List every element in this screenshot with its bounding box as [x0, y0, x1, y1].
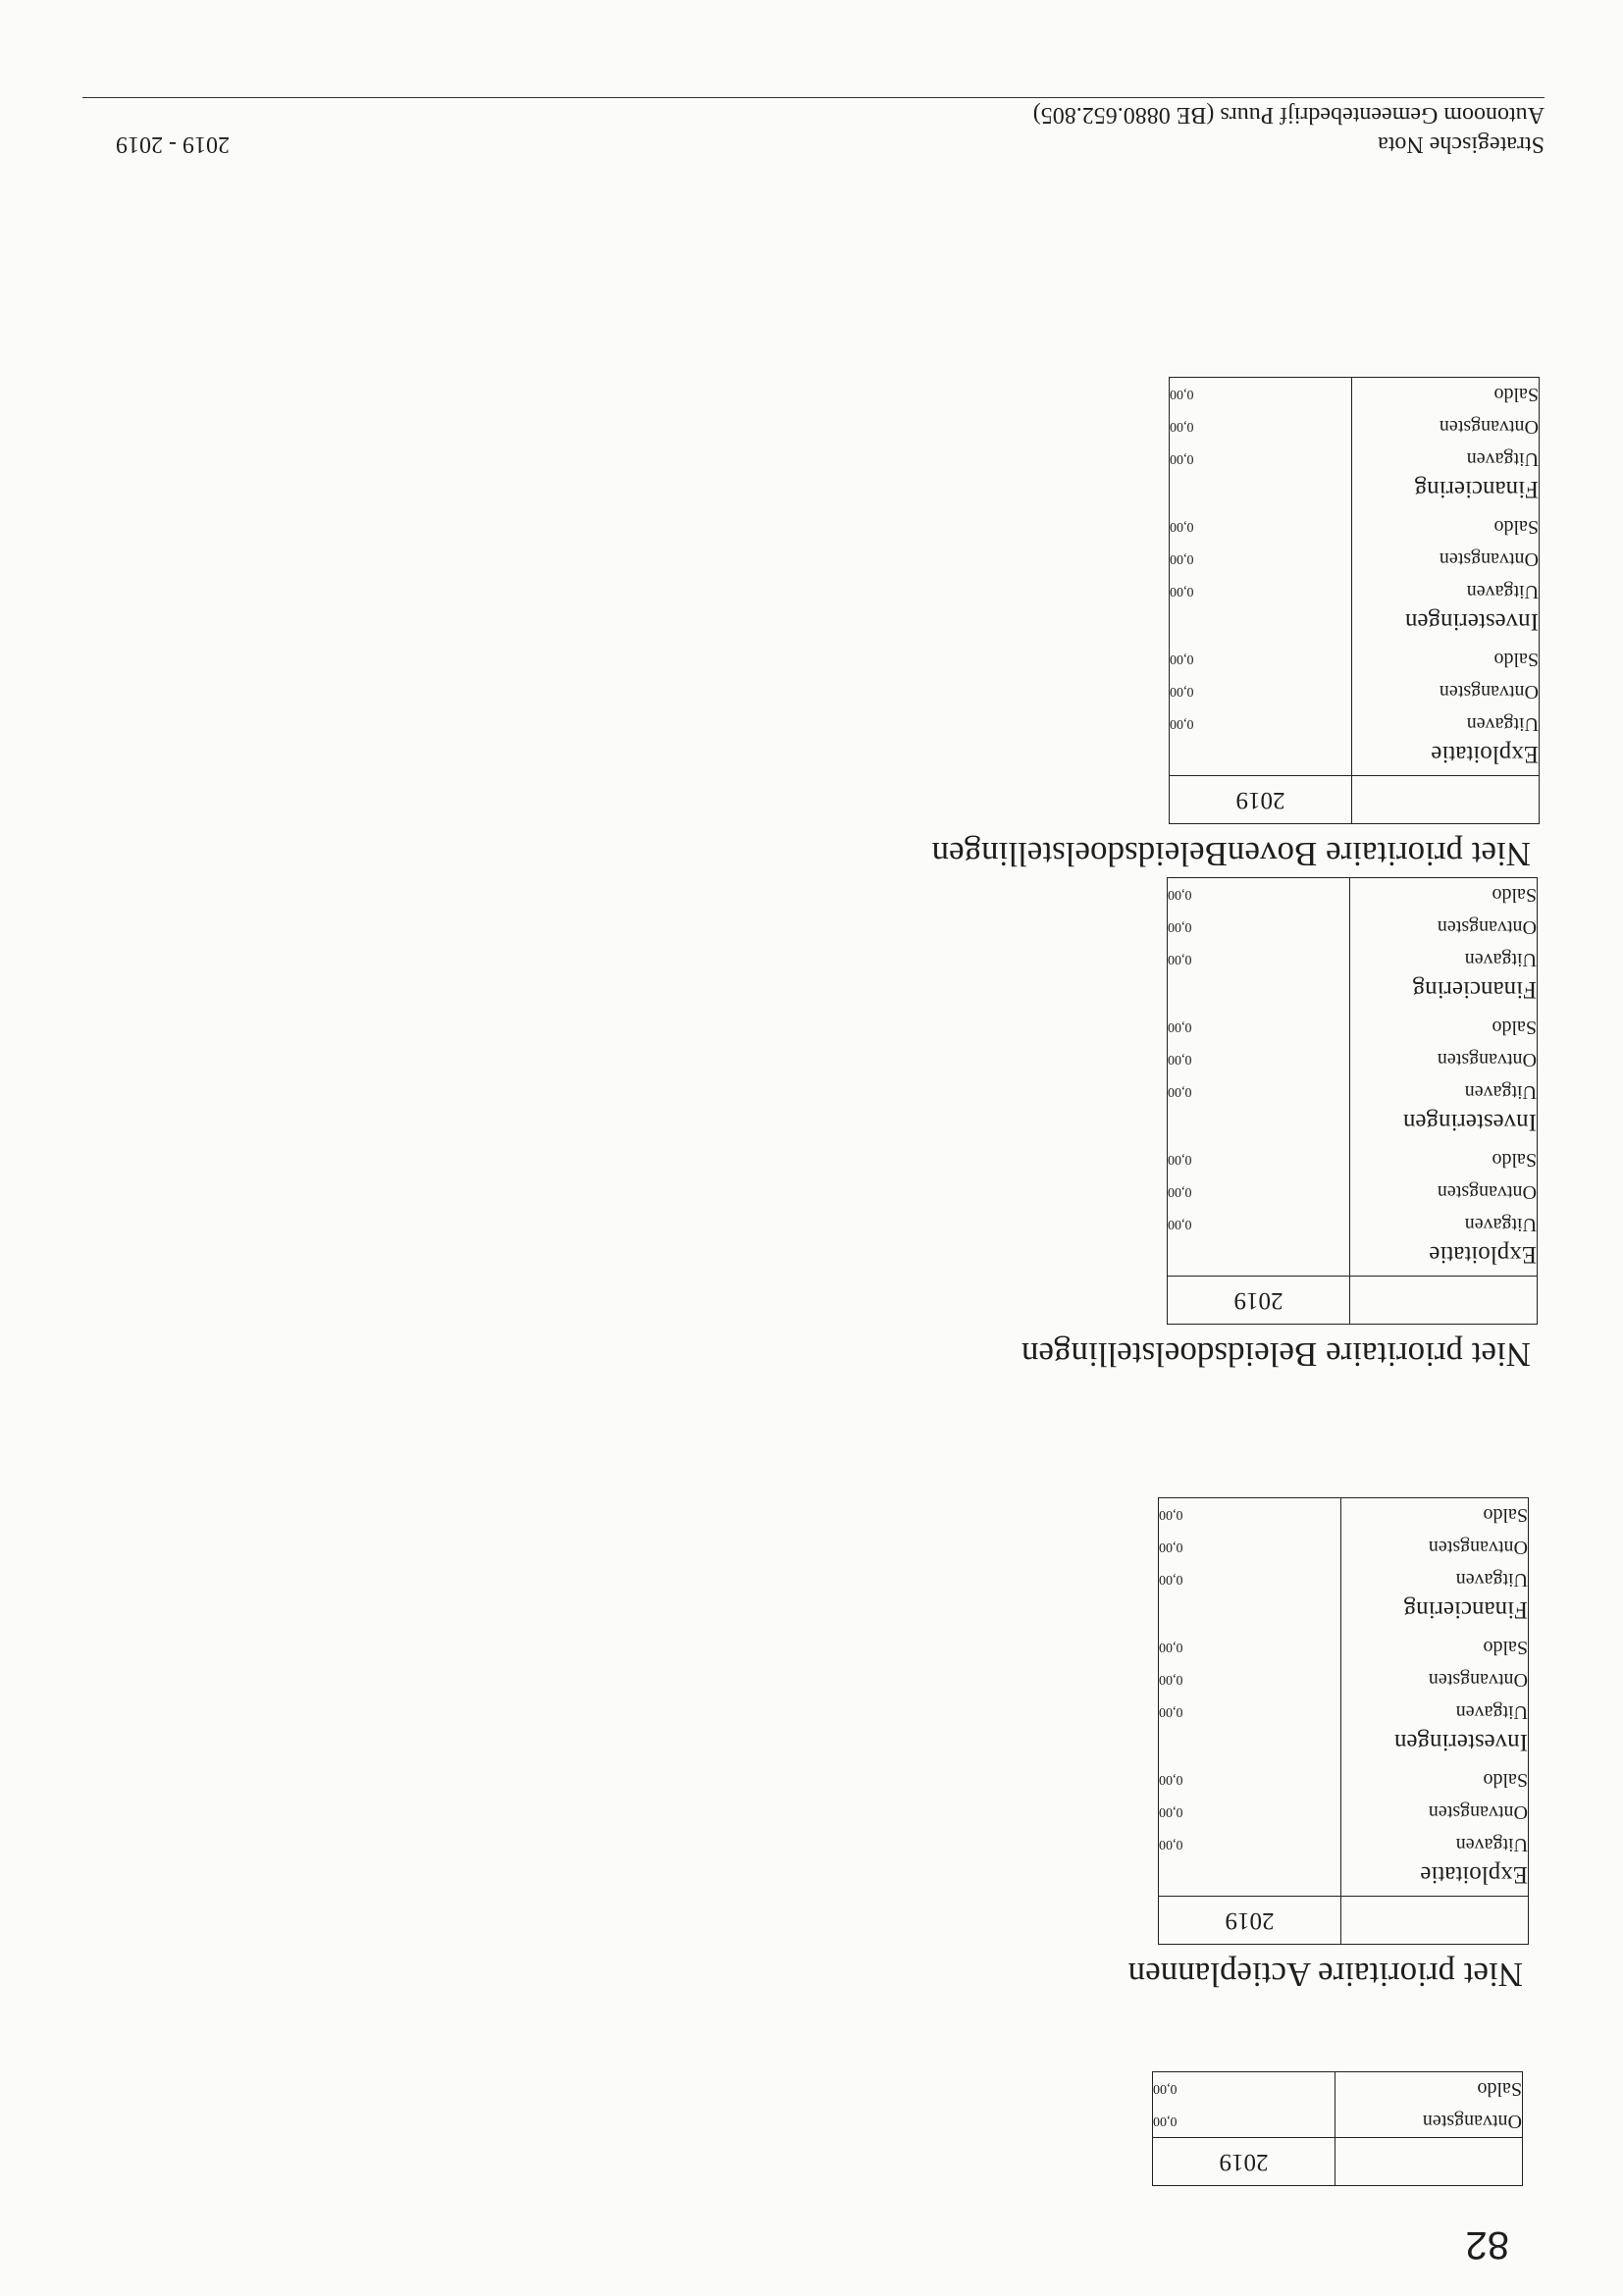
row-label: Saldo — [1341, 1631, 1529, 1663]
row-value: 0,00 — [1159, 1796, 1341, 1828]
row-value: 0,00 — [1159, 1828, 1341, 1860]
table-continuation — [1152, 2071, 1523, 2186]
group-label: Exploitatie — [1341, 1860, 1529, 1897]
header-divider — [82, 97, 1544, 98]
group-label: Financiering — [1350, 975, 1538, 1011]
section-title-actieplannen: Niet prioritaire Actieplannen — [1127, 1956, 1523, 1994]
header-period: 2019 - 2019 — [116, 131, 230, 157]
row-value: 0,00 — [1159, 1563, 1341, 1595]
page-number: 82 — [1465, 2223, 1509, 2267]
row-value: 0,00 — [1170, 707, 1352, 740]
row-label: Saldo — [1350, 1143, 1538, 1175]
row-value: 0,00 — [1168, 1043, 1350, 1075]
row-value: 0,00 — [1170, 510, 1352, 543]
row-label: Uitgaven — [1352, 443, 1540, 475]
row-label: Saldo — [1352, 643, 1540, 675]
row-label: Ontvangsten — [1335, 2105, 1523, 2138]
row-label: Saldo — [1350, 1011, 1538, 1043]
row-value: 0,00 — [1159, 1631, 1341, 1663]
row-value: 0,00 — [1170, 575, 1352, 607]
table-header-blank — [1341, 1897, 1529, 1945]
row-label: Uitgaven — [1341, 1563, 1529, 1595]
group-label: Investeringen — [1341, 1728, 1529, 1763]
group-label: Exploitatie — [1350, 1240, 1538, 1277]
row-label: Saldo — [1341, 1498, 1529, 1532]
row-label: Ontvangsten — [1341, 1663, 1529, 1696]
table-header-year: 2019 — [1153, 2138, 1335, 2186]
table-boven-beleidsdoelstellingen — [1169, 377, 1540, 824]
group-label: Investeringen — [1350, 1108, 1538, 1143]
table-header-blank — [1352, 776, 1540, 824]
group-label: Financiering — [1341, 1595, 1529, 1631]
row-value: 0,00 — [1168, 1175, 1350, 1208]
row-label: Saldo — [1350, 878, 1538, 912]
row-label: Uitgaven — [1350, 943, 1538, 975]
row-label: Saldo — [1352, 378, 1540, 411]
header-title: Strategische Nota — [1378, 131, 1544, 157]
row-label: Ontvangsten — [1350, 1175, 1538, 1208]
row-value: 0,00 — [1170, 675, 1352, 707]
header-entity: Autonoom Gemeentebedrijf Puurs (BE 0880.652.805) — [1032, 102, 1544, 128]
row-label: Ontvangsten — [1341, 1531, 1529, 1563]
row-value: 0,00 — [1170, 443, 1352, 475]
row-label: Saldo — [1352, 510, 1540, 543]
row-value: 0,00 — [1170, 378, 1352, 411]
row-label: Saldo — [1341, 1763, 1529, 1796]
group-label: Financiering — [1352, 475, 1540, 510]
row-label: Uitgaven — [1352, 575, 1540, 607]
table-header-blank — [1335, 2138, 1523, 2186]
row-label: Ontvangsten — [1350, 1043, 1538, 1075]
row-label: Uitgaven — [1341, 1828, 1529, 1860]
row-value: 0,00 — [1159, 1763, 1341, 1796]
row-value: 0,00 — [1170, 643, 1352, 675]
row-value: 0,00 — [1159, 1531, 1341, 1563]
row-label: Ontvangsten — [1341, 1796, 1529, 1828]
row-value: 0,00 — [1159, 1663, 1341, 1696]
group-label: Exploitatie — [1352, 740, 1540, 776]
row-label: Uitgaven — [1341, 1696, 1529, 1728]
row-value: 0,00 — [1168, 1208, 1350, 1240]
row-label: Ontvangsten — [1350, 911, 1538, 943]
table-header-year: 2019 — [1168, 1277, 1350, 1325]
row-value: 0,00 — [1168, 1011, 1350, 1043]
row-value: 0,00 — [1153, 2105, 1335, 2138]
row-value: 0,00 — [1159, 1696, 1341, 1728]
row-value: 0,00 — [1168, 1075, 1350, 1108]
row-value: 0,00 — [1153, 2072, 1335, 2106]
table-header-year: 2019 — [1159, 1897, 1341, 1945]
table-beleidsdoelstellingen — [1167, 877, 1538, 1325]
table-header-blank — [1350, 1277, 1538, 1325]
row-label: Saldo — [1335, 2072, 1523, 2106]
row-value: 0,00 — [1168, 911, 1350, 943]
table-header-year: 2019 — [1170, 776, 1352, 824]
row-value: 0,00 — [1168, 1143, 1350, 1175]
section-title-boven-beleidsdoelstellingen: Niet prioritaire BovenBeleidsdoelstellingen — [931, 835, 1531, 873]
row-label: Ontvangsten — [1352, 543, 1540, 575]
row-label: Uitgaven — [1350, 1075, 1538, 1108]
row-label: Uitgaven — [1352, 707, 1540, 740]
row-value: 0,00 — [1159, 1498, 1341, 1532]
group-label: Investeringen — [1352, 607, 1540, 643]
row-value: 0,00 — [1170, 543, 1352, 575]
row-label: Ontvangsten — [1352, 410, 1540, 443]
row-value: 0,00 — [1168, 878, 1350, 912]
table-actieplannen — [1158, 1497, 1529, 1945]
section-title-beleidsdoelstellingen: Niet prioritaire Beleidsdoelstellingen — [1021, 1335, 1531, 1374]
row-value: 0,00 — [1170, 410, 1352, 443]
row-label: Uitgaven — [1350, 1208, 1538, 1240]
row-value: 0,00 — [1168, 943, 1350, 975]
page-header — [1033, 100, 1544, 159]
row-label: Ontvangsten — [1352, 675, 1540, 707]
